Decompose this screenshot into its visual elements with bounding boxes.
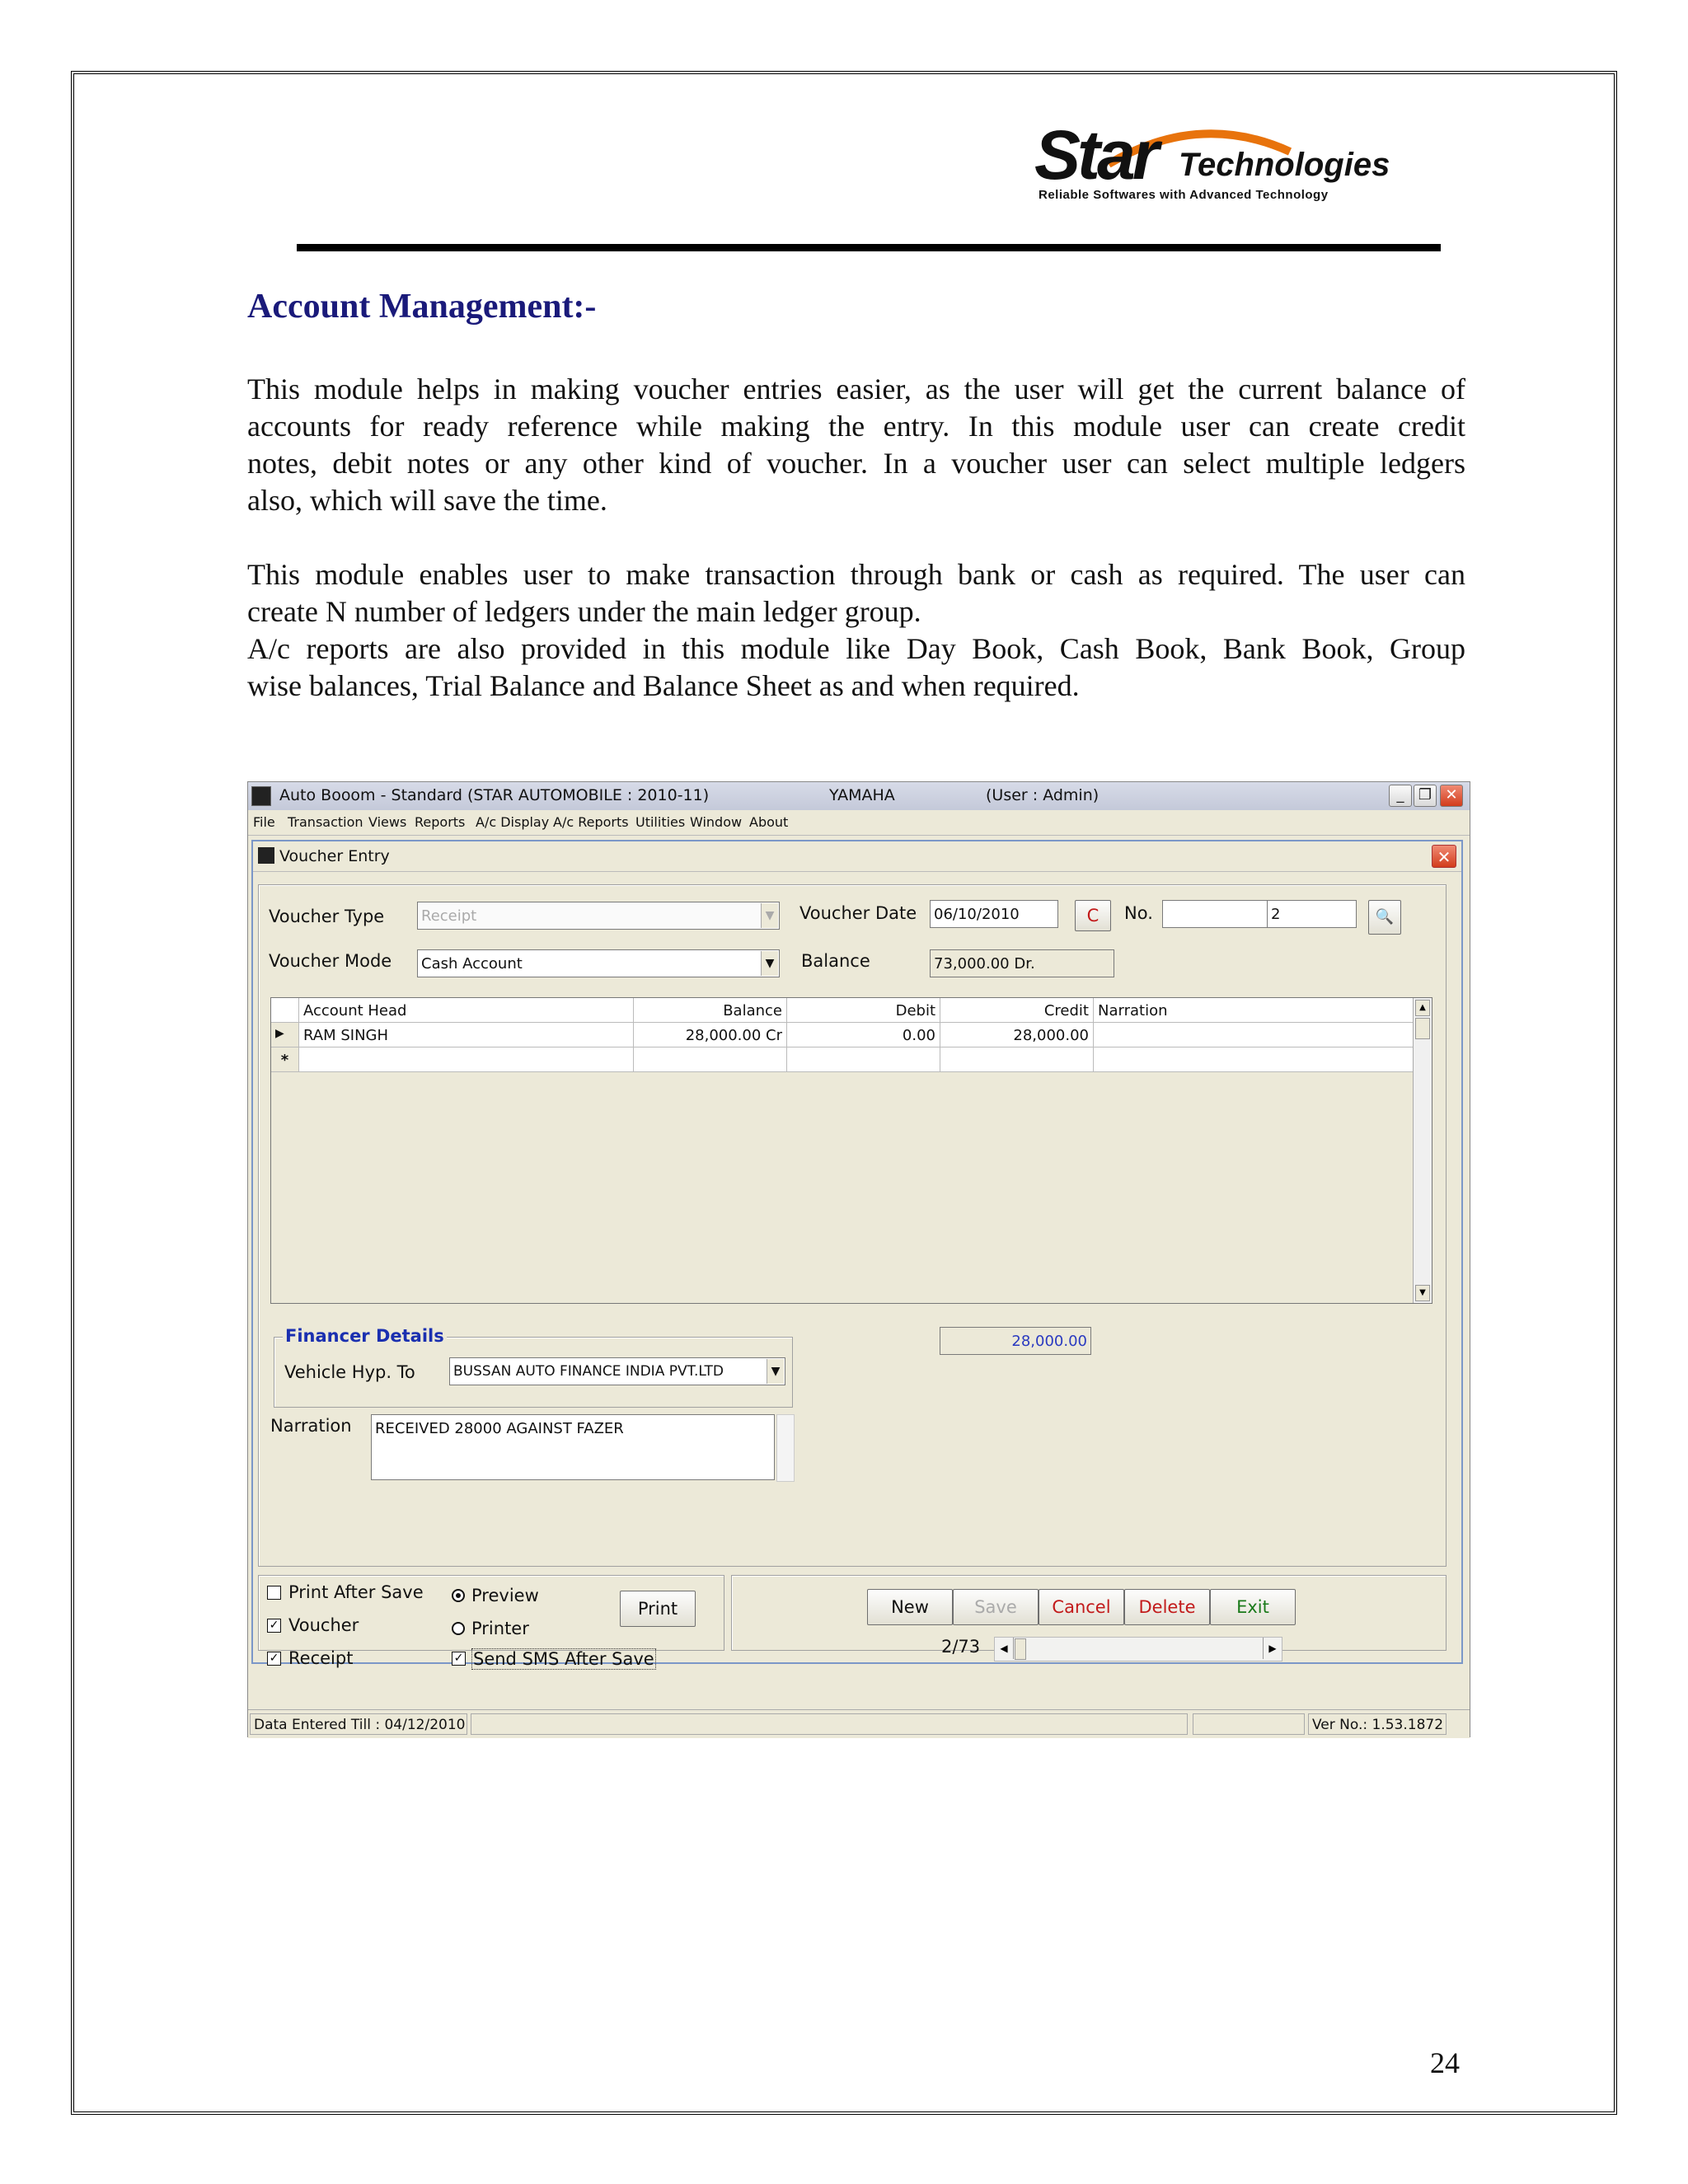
voucher-option-label: Voucher <box>288 1615 359 1635</box>
delete-button[interactable]: Delete <box>1124 1589 1210 1625</box>
financer-group <box>274 1326 793 1408</box>
para2-line: A/c reports are also provided in this module like Day Book, Cash Book, Bank Book, Group <box>247 632 1465 665</box>
app-titlebar <box>248 782 1470 811</box>
page-number: 24 <box>1430 2046 1460 2079</box>
app-title: Auto Booom - Standard (STAR AUTOMOBILE : 2010-11) <box>279 786 710 804</box>
status-blank-2 <box>1193 1713 1305 1735</box>
voucher-main-panel <box>258 884 1447 1567</box>
menu-about[interactable]: About <box>749 814 789 830</box>
ledger-grid <box>270 997 1432 1304</box>
grid-scrollbar[interactable] <box>1413 998 1432 1303</box>
cell-balance[interactable] <box>634 1047 787 1072</box>
para1-line: notes, debit notes or any other kind of voucher. In a voucher user can select multiple ledgers <box>247 447 1465 480</box>
voucher-titlebar <box>253 841 1461 872</box>
menu-window[interactable]: Window <box>690 814 743 830</box>
cell-debit[interactable] <box>787 1047 940 1072</box>
preview-radio[interactable] <box>452 1589 465 1602</box>
para1-line: also, which will save the time. <box>247 484 607 517</box>
record-thumb[interactable] <box>1015 1638 1026 1660</box>
chevron-down-icon: ▼ <box>761 951 778 976</box>
grid-corner <box>271 998 299 1023</box>
para2-line: create N number of ledgers under the main ledger group. <box>247 595 921 628</box>
new-table-row[interactable] <box>271 1047 1417 1072</box>
menu-reports[interactable]: Reports <box>415 814 466 830</box>
para2-line: wise balances, Trial Balance and Balance Sheet as and when required. <box>247 669 1080 702</box>
menu-ac-display[interactable]: A/c Display <box>476 814 550 830</box>
voucher-checkbox[interactable]: ✓ <box>267 1619 281 1633</box>
scroll-right-icon[interactable]: ▶ <box>1263 1638 1282 1659</box>
cell-narration[interactable] <box>1094 1047 1417 1072</box>
cancel-button[interactable]: Cancel <box>1039 1589 1124 1625</box>
voucher-close-icon[interactable]: ✕ <box>1432 845 1456 868</box>
minimize-icon[interactable]: _ <box>1389 785 1412 807</box>
menu-bar <box>248 810 1470 836</box>
menu-utilities[interactable]: Utilities <box>635 814 686 830</box>
action-buttons-panel <box>731 1575 1447 1657</box>
scroll-up-icon[interactable]: ▲ <box>1415 1000 1430 1016</box>
chevron-down-icon: ▼ <box>761 903 778 928</box>
send-sms-checkbox[interactable]: ✓ <box>452 1652 466 1666</box>
menu-file[interactable]: File <box>253 814 275 830</box>
chevron-down-icon: ▼ <box>767 1359 784 1384</box>
company-logo <box>1034 115 1390 206</box>
logo-brand: Star <box>1034 116 1156 194</box>
app-user: (User : Admin) <box>986 786 1100 804</box>
para2-line: This module enables user to make transaction through bank or cash as required. The user can <box>247 558 1465 591</box>
calendar-button[interactable]: C <box>1075 900 1111 931</box>
status-version: Ver No.: 1.53.1872 <box>1308 1713 1447 1735</box>
logo-tagline: Reliable Softwares with Advanced Technology <box>1039 188 1329 202</box>
receipt-checkbox[interactable]: ✓ <box>267 1652 281 1666</box>
voucher-type-select[interactable] <box>417 902 780 930</box>
voucher-date-label: Voucher Date <box>799 903 917 923</box>
col-account-head[interactable]: Account Head <box>299 998 634 1023</box>
cell-account[interactable]: RAM SINGH <box>299 1023 634 1047</box>
printer-label: Printer <box>471 1619 529 1638</box>
voucher-type-label: Voucher Type <box>269 907 385 926</box>
send-sms-label: Send SMS After Save <box>473 1649 654 1669</box>
app-icon <box>251 786 271 806</box>
voucher-window-icon <box>258 847 274 864</box>
voucher-entry-window <box>251 840 1463 1669</box>
scroll-down-icon[interactable]: ▼ <box>1415 1285 1430 1301</box>
app-window <box>247 781 1470 1737</box>
voucher-no-input[interactable] <box>1162 900 1357 928</box>
receipt-option-label: Receipt <box>288 1648 354 1668</box>
cell-debit[interactable]: 0.00 <box>787 1023 940 1047</box>
voucher-mode-value: Cash Account <box>421 955 523 972</box>
para1-line: This module helps in making voucher entries easier, as the user will get the current balance of <box>247 373 1465 405</box>
voucher-type-value: Receipt <box>421 907 477 925</box>
save-button[interactable]: Save <box>953 1589 1039 1625</box>
restore-icon[interactable]: ❐ <box>1414 785 1437 807</box>
narration-label: Narration <box>270 1416 352 1436</box>
row-marker-icon: ▶ <box>271 1023 299 1047</box>
scroll-left-icon[interactable]: ◀ <box>995 1638 1014 1659</box>
print-after-save-checkbox[interactable] <box>267 1586 281 1600</box>
new-row-marker-icon: * <box>271 1047 299 1072</box>
narration-textarea[interactable]: RECEIVED 28000 AGAINST FAZER <box>371 1414 775 1480</box>
col-balance[interactable]: Balance <box>634 998 787 1023</box>
cell-credit[interactable] <box>940 1047 1094 1072</box>
status-data-entered: Data Entered Till : 04/12/2010 <box>250 1713 467 1735</box>
table-row[interactable] <box>271 1023 1417 1047</box>
vehicle-hyp-label: Vehicle Hyp. To <box>284 1362 415 1382</box>
print-options-panel <box>258 1575 724 1669</box>
voucher-date-input[interactable]: 06/10/2010 <box>930 900 1058 928</box>
new-button[interactable]: New <box>867 1589 953 1625</box>
vehicle-hyp-select[interactable] <box>449 1357 785 1385</box>
voucher-window-title: Voucher Entry <box>279 847 390 865</box>
header-rule <box>297 244 1441 251</box>
col-debit[interactable]: Debit <box>787 998 940 1023</box>
print-after-save-label: Print After Save <box>288 1582 424 1602</box>
menu-views[interactable]: Views <box>368 814 407 830</box>
logo-suffix: Technologies <box>1179 147 1390 183</box>
record-scrollbar[interactable] <box>994 1637 1282 1661</box>
close-icon[interactable]: ✕ <box>1440 785 1463 807</box>
balance-label: Balance <box>801 951 870 971</box>
col-narration[interactable]: Narration <box>1094 998 1417 1023</box>
cell-account[interactable] <box>299 1047 634 1072</box>
financer-title: Financer Details <box>283 1326 447 1346</box>
col-credit[interactable]: Credit <box>940 998 1094 1023</box>
voucher-mode-select[interactable] <box>417 949 780 977</box>
narration-scrollbar[interactable] <box>776 1414 795 1482</box>
voucher-mode-label: Voucher Mode <box>269 951 392 971</box>
binoculars-search-icon[interactable]: 🔍 <box>1368 900 1401 935</box>
paragraph-1 <box>247 371 1465 519</box>
printer-radio[interactable] <box>452 1622 465 1635</box>
para1-line: accounts for ready reference while making the entry. In this module user can create credit <box>247 410 1465 443</box>
menu-transaction[interactable]: Transaction <box>288 814 363 830</box>
menu-ac-reports[interactable]: A/c Reports <box>553 814 629 830</box>
voucher-no-label: No. <box>1124 903 1153 923</box>
grid-header-row <box>271 998 1417 1023</box>
cell-balance[interactable]: 28,000.00 Cr <box>634 1023 787 1047</box>
scroll-thumb[interactable] <box>1415 1018 1430 1039</box>
cell-credit[interactable]: 28,000.00 <box>940 1023 1094 1047</box>
status-bar <box>248 1709 1470 1738</box>
section-heading: Account Management:- <box>247 288 597 326</box>
print-button[interactable]: Print <box>620 1591 696 1627</box>
balance-field: 73,000.00 Dr. <box>930 949 1114 977</box>
vehicle-hyp-value: BUSSAN AUTO FINANCE INDIA PVT.LTD <box>453 1363 724 1380</box>
total-credit-field: 28,000.00 <box>940 1327 1091 1355</box>
app-brand: YAMAHA <box>829 786 895 804</box>
exit-button[interactable]: Exit <box>1210 1589 1296 1625</box>
voucher-no-value: 2 <box>1267 901 1283 928</box>
record-position: 2/73 <box>941 1637 981 1657</box>
cell-narration[interactable] <box>1094 1023 1417 1047</box>
status-blank-1 <box>471 1713 1188 1735</box>
paragraph-2 <box>247 556 1465 705</box>
preview-label: Preview <box>471 1586 539 1605</box>
